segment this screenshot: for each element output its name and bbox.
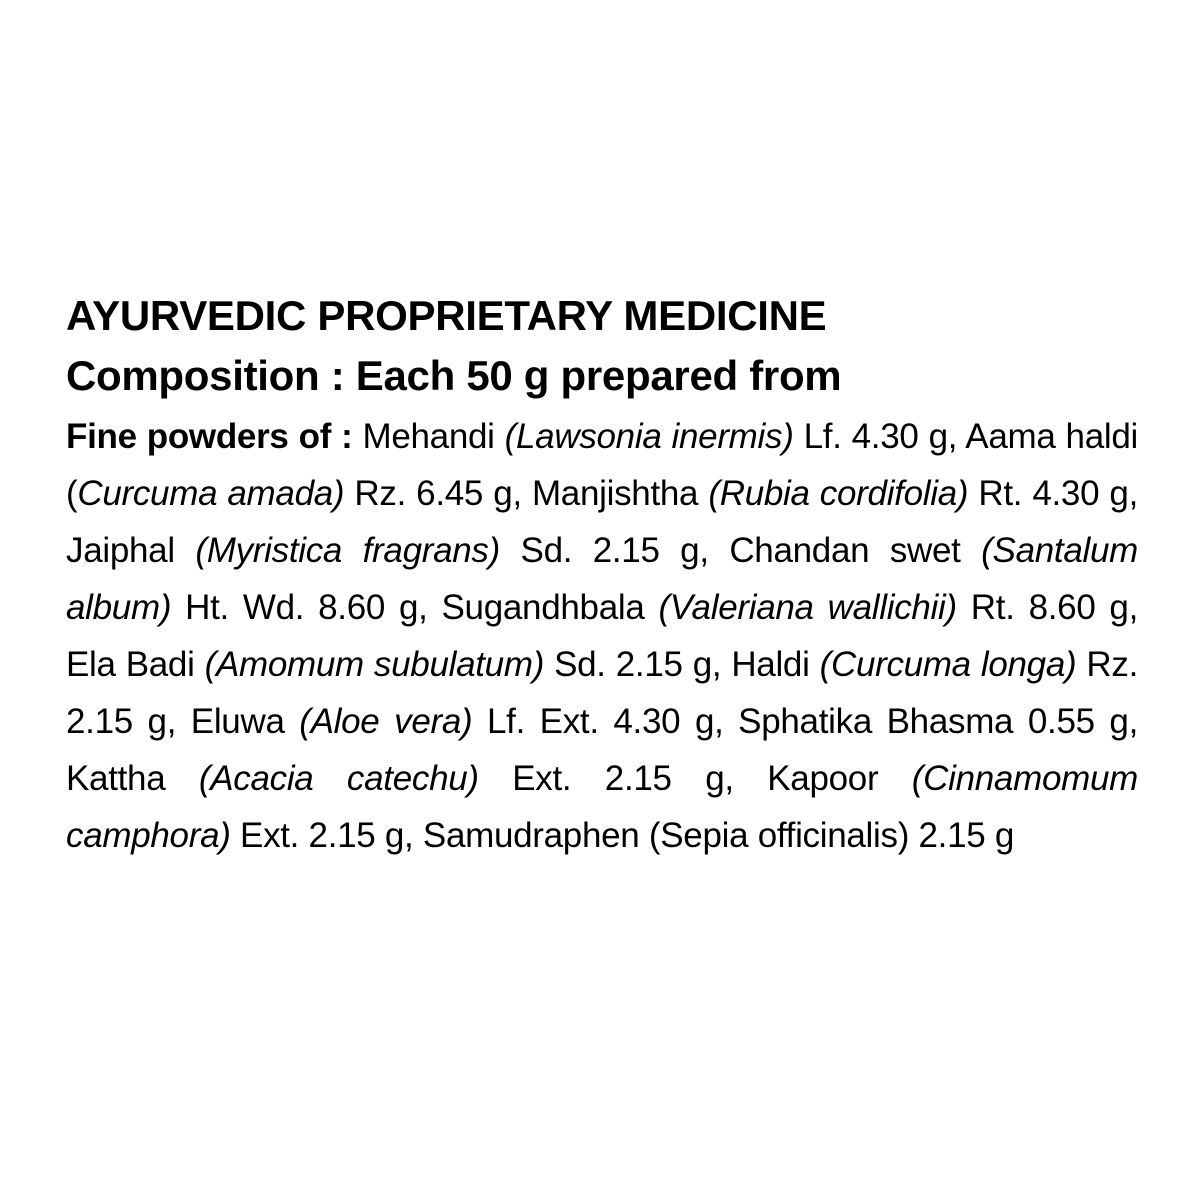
scientific-name: (Santalum album) <box>66 531 1138 627</box>
scientific-name: Curcuma amada) <box>77 474 345 513</box>
ingredient-text: Rt. 8.60 g, Ela Badi <box>66 588 1139 684</box>
ingredient-text: Rz. 2.15 g, Eluwa <box>66 645 1139 741</box>
scientific-name: (Cinnamomum camphora) <box>66 759 1138 855</box>
ingredient-text: Rt. 4.30 g, Jaiphal <box>66 474 1138 570</box>
ingredient-text: Lf. 4.30 g, Aama haldi ( <box>66 417 1138 513</box>
composition-text <box>66 408 1138 864</box>
scientific-name: (Acacia catechu) <box>198 759 479 798</box>
ingredient-text: Ext. 2.15 g, Samudraphen (Sepia officinalis) 2.15 g <box>230 816 1014 855</box>
ingredient-text: Ht. Wd. 8.60 g, Sugandhbala <box>171 588 659 627</box>
scientific-name: (Myristica fragrans) <box>195 531 500 570</box>
scientific-name: (Curcuma longa) <box>819 645 1077 684</box>
label-heading: AYURVEDIC PROPRIETARY MEDICINE <box>66 292 827 339</box>
composition-heading: Composition : Each 50 g prepared from <box>66 352 842 399</box>
ingredient-text: Sd. 2.15 g, Chandan swet <box>499 531 982 570</box>
scientific-name: (Amomum subulatum) <box>204 645 545 684</box>
scientific-name: (Aloe vera) <box>299 702 473 741</box>
product-label <box>66 290 1138 864</box>
composition-lead: Fine powders of : <box>66 417 363 456</box>
ingredient-list <box>66 417 1138 855</box>
ingredient-text: Rz. 6.45 g, Manjishtha <box>344 474 709 513</box>
ingredient-text: Sd. 2.15 g, Haldi <box>544 645 820 684</box>
scientific-name: (Valeriana wallichii) <box>658 588 957 627</box>
ingredient-text: Mehandi <box>362 417 505 456</box>
scientific-name: (Lawsonia inermis) <box>504 417 794 456</box>
ingredient-text: Lf. Ext. 4.30 g, Sphatika Bhasma 0.55 g, Kattha <box>66 702 1139 798</box>
ingredient-text: Ext. 2.15 g, Kapoor <box>478 759 912 798</box>
scientific-name: (Rubia cordifolia) <box>708 474 969 513</box>
